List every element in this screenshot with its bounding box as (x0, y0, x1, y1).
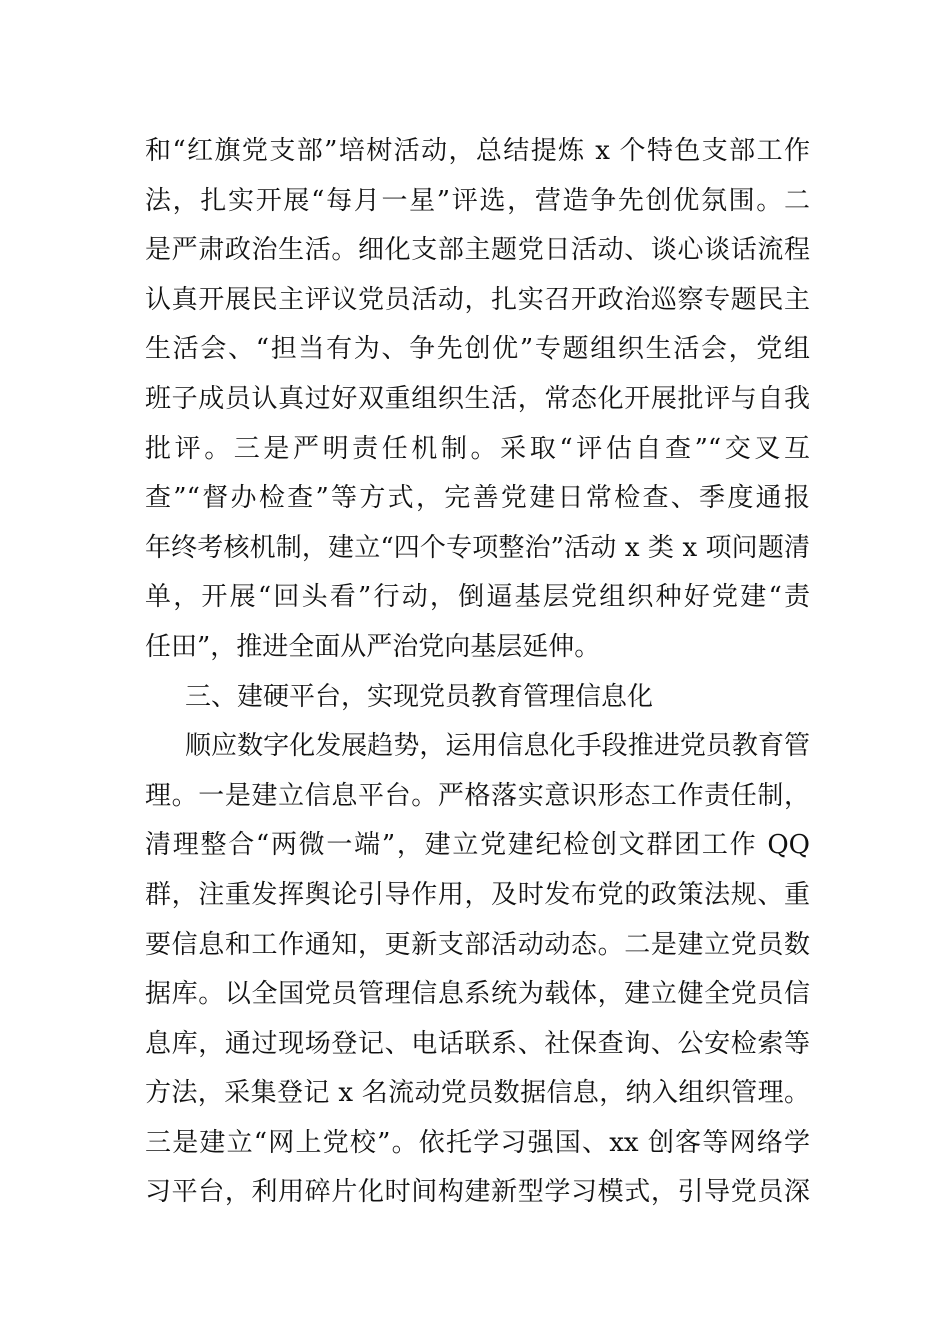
paragraph-line: 方法，采集登记 x 名流动党员数据信息，纳入组织管理。 (145, 1078, 810, 1109)
paragraph-line: 任田”，推进全面从严治党向基层延伸。 (145, 631, 601, 662)
paragraph-line: 群，注重发挥舆论引导作用，及时发布党的政策法规、重 (145, 879, 810, 910)
paragraph-line: 要信息和工作通知，更新支部活动动态。二是建立党员数 (145, 929, 810, 960)
paragraph-line: 息库，通过现场登记、电话联系、社保查询、公安检索等 (145, 1028, 810, 1059)
paragraph-1 (145, 127, 810, 673)
paragraph-line: 是严肃政治生活。细化支部主题党日活动、谈心谈话流程 (145, 235, 810, 266)
paragraph-line: 年终考核机制，建立“四个专项整治”活动 x 类 x 项问题清 (145, 532, 810, 563)
paragraph-line: 生活会、“担当有为、争先创优”专题组织生活会，党组 (145, 334, 810, 365)
paragraph-2 (145, 722, 810, 1218)
paragraph-line: 法，扎实开展“每月一星”评选，营造争先创优氛围。二 (145, 185, 810, 216)
paragraph-line: 认真开展民主评议党员活动，扎实召开政治巡察专题民主 (145, 284, 810, 315)
section-heading: 三、建硬平台，实现党员教育管理信息化 (185, 681, 654, 712)
paragraph-line: 三是建立“网上党校”。依托学习强国、xx 创客等网络学 (145, 1127, 810, 1158)
document-body (145, 127, 810, 1218)
paragraph-line: 习平台，利用碎片化时间构建新型学习模式，引导党员深 (145, 1177, 810, 1208)
paragraph-line: 清理整合“两微一端”，建立党建纪检创文群团工作 QQ (145, 830, 810, 861)
paragraph-line: 批评。三是严明责任机制。采取“评估自查”“交叉互 (145, 433, 810, 464)
paragraph-line: 据库。以全国党员管理信息系统为载体，建立健全党员信 (145, 979, 810, 1010)
paragraph-line: 单，开展“回头看”行动，倒逼基层党组织种好党建“责 (145, 582, 810, 613)
paragraph-line: 顺应数字化发展趋势，运用信息化手段推进党员教育管 (185, 731, 810, 762)
paragraph-line: 理。一是建立信息平台。严格落实意识形态工作责任制， (145, 780, 810, 811)
paragraph-line: 班子成员认真过好双重组织生活，常态化开展批评与自我 (145, 383, 810, 414)
paragraph-line: 和“红旗党支部”培树活动，总结提炼 x 个特色支部工作 (145, 136, 810, 166)
paragraph-line: 查”“督办检查”等方式，完善党建日常检查、季度通报 (145, 483, 810, 514)
